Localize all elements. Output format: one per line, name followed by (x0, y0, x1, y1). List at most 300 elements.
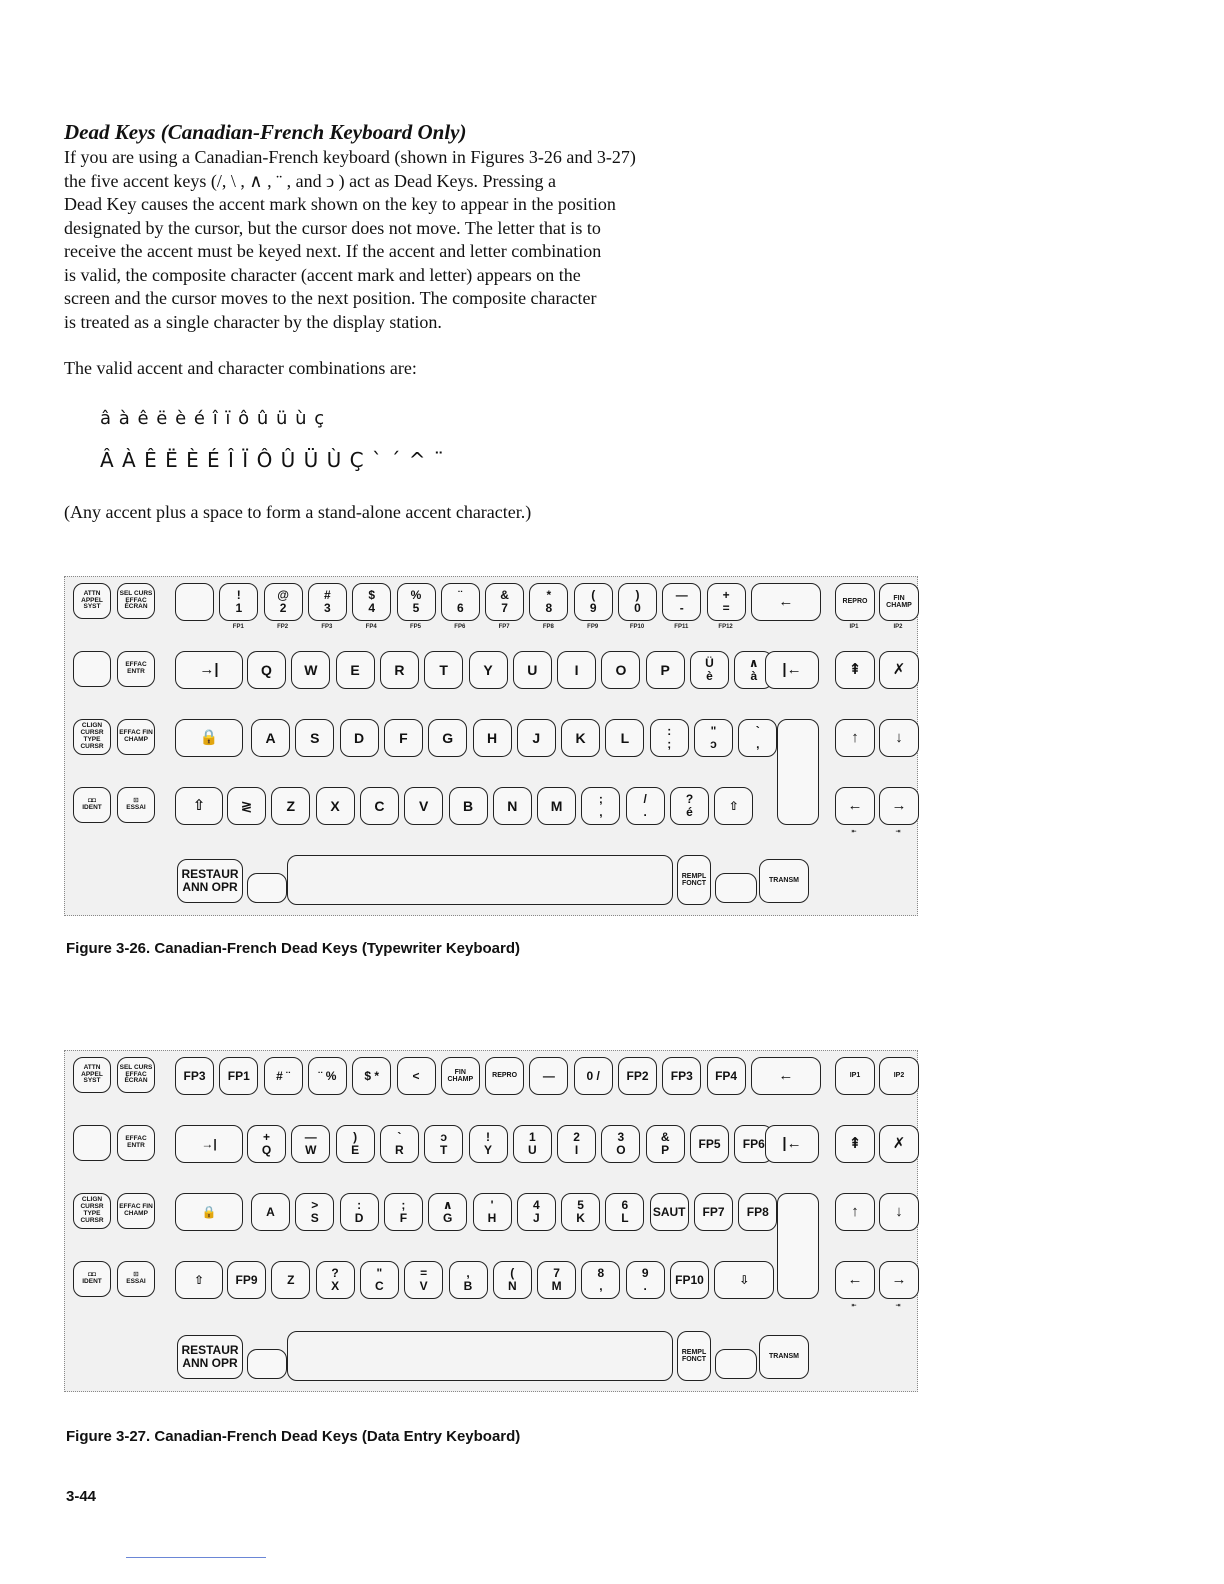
key-bottom-legend: W (305, 1143, 317, 1157)
key-top-legend: SEL CURS (119, 1063, 153, 1071)
key-top-legend: 5 (577, 1198, 584, 1213)
letter-key: U (513, 651, 552, 689)
key-bottom-legend: V (419, 1279, 428, 1293)
blank-key (715, 873, 757, 903)
data-entry-key (449, 1261, 488, 1299)
letter-key: N (493, 787, 532, 825)
blank-key (715, 1349, 757, 1379)
key-top-legend: # (324, 588, 331, 603)
key-top-legend: 8 (597, 1266, 605, 1281)
number-row-key (308, 583, 347, 621)
key-top-legend: ↄ (440, 1130, 448, 1145)
number-row-key (662, 583, 701, 621)
key-top-legend: ∧ (748, 656, 759, 671)
data-entry-key (295, 1193, 334, 1231)
figure-3-27-caption: Figure 3-27. Canadian-French Dead Keys (Data Entry Keyboard) (66, 1428, 521, 1445)
reset-key (177, 859, 243, 903)
key-top-legend: FP8 (746, 1204, 769, 1219)
right-cluster-key: ⇞ (835, 651, 875, 689)
key-top-legend: 3 (617, 1130, 625, 1145)
data-entry-key (517, 1193, 556, 1231)
data-entry-key (247, 1125, 286, 1163)
number-row-key (397, 583, 436, 621)
intro-line: Dead Key causes the accent mark shown on the key to appear in the position (64, 194, 616, 214)
key-bottom-legend: Q (261, 1143, 272, 1157)
intro-line: receive the accent must be keyed next. If the accent and letter combination (64, 241, 602, 261)
arrow-key: ↑ (835, 719, 875, 757)
transmit-key: TRANSM (759, 1335, 809, 1379)
blank-key (247, 1349, 287, 1379)
key-top-legend: % (410, 588, 422, 603)
key-top-legend: ◘◘ (88, 1271, 96, 1279)
letter-key: D (340, 719, 379, 757)
symbol-key (581, 787, 620, 825)
key-bottom-legend: , (599, 805, 603, 819)
reset-key (177, 1335, 243, 1379)
left-function-key (73, 1125, 111, 1161)
data-entry-key (473, 1193, 512, 1231)
key-bottom-legend: EFFAC ENTR (125, 661, 147, 675)
data-entry-key (650, 1193, 689, 1231)
uppercase-combinations: Â À Ê Ë È É Î Ï Ô Û Ü Ù Ç ` ´ ^ ¨ (100, 448, 445, 472)
key-top-legend: CLIGN CURSR (80, 722, 104, 737)
left-function-key (117, 583, 155, 619)
data-entry-key (360, 1261, 399, 1299)
data-entry-key (404, 1261, 443, 1299)
number-row-key (175, 583, 214, 621)
left-function-key (117, 1261, 155, 1297)
data-entry-top-key: < (397, 1057, 436, 1095)
data-entry-top-key: FP4 (707, 1057, 746, 1095)
data-entry-key (291, 1125, 330, 1163)
standalone-note: (Any accent plus a space to form a stand-alone accent character.) (64, 502, 532, 522)
key-front-legend: FP1 (232, 624, 244, 630)
key-front-legend: FP3 (321, 624, 333, 630)
key-front-legend: ⇥ (895, 829, 901, 835)
number-row-key (618, 583, 657, 621)
shift-key: ⇧ (175, 787, 223, 825)
data-entry-key (175, 1193, 243, 1231)
key-bottom-legend: A (266, 1204, 275, 1219)
key-top-legend: FP10 (675, 1272, 704, 1287)
data-entry-key (469, 1125, 508, 1163)
data-entry-key (227, 1261, 266, 1299)
backspace-key: ← (751, 1057, 821, 1095)
key-front-legend: IP2 (893, 624, 903, 630)
key-top-legend: & (660, 1130, 670, 1145)
key-top-legend: = (420, 1266, 428, 1281)
left-function-key (117, 1057, 155, 1093)
number-row-key (529, 583, 568, 621)
key-bottom-legend: K (576, 1211, 585, 1225)
intro-line: If you are using a Canadian-French keyboard (shown in Figures 3-26 and 3-27) (64, 147, 636, 167)
left-function-key (73, 1057, 111, 1093)
footer-rule (126, 1557, 266, 1558)
number-row-key (485, 583, 524, 621)
intro-line: is treated as a single character by the display station. (64, 311, 442, 332)
key-top-legend: Ü (705, 656, 714, 671)
field-replace-key: REMPL FONCT (677, 855, 711, 905)
data-entry-top-key: — (529, 1057, 568, 1095)
key-top-legend: ( (591, 588, 596, 603)
key-bottom-legend: O (616, 1143, 626, 1157)
letter-key: X (316, 787, 355, 825)
key-bottom-legend: E (351, 1143, 360, 1157)
left-function-key (73, 1193, 111, 1229)
key-bottom-legend: H (487, 1211, 497, 1225)
key-front-legend: FP11 (674, 624, 689, 630)
letter-key: S (295, 719, 334, 757)
field-exit-key: |← (765, 1125, 819, 1163)
key-front-legend: FP7 (498, 624, 510, 630)
key-top-legend: 7 (553, 1266, 560, 1281)
key-bottom-legend: X (331, 1279, 340, 1293)
right-cluster-key: ✗ (879, 651, 919, 689)
key-bottom-legend: à (750, 669, 758, 683)
letter-key: L (605, 719, 644, 757)
key-bottom-legend: ESSAI (126, 804, 146, 811)
key-bottom-legend: TYPE CURSR (80, 736, 104, 750)
key-top-legend: ! (236, 588, 241, 603)
key-top-legend: ⊡ (133, 797, 139, 805)
number-row-key (441, 583, 480, 621)
key-bottom-legend: ; (667, 737, 672, 751)
key-bottom-legend: 5 (412, 601, 420, 615)
key-top-legend: FP7 (702, 1204, 725, 1219)
arrow-key: → (879, 787, 919, 825)
key-bottom-legend: ANN OPR (182, 880, 238, 894)
key-top-legend: 1 (528, 1130, 536, 1145)
data-entry-key (738, 1193, 777, 1231)
data-entry-top-key: REPRO (485, 1057, 524, 1095)
key-bottom-legend: 8 (545, 601, 553, 615)
letter-key: R (380, 651, 419, 689)
letter-key: O (601, 651, 640, 689)
key-bottom-legend: L (621, 1211, 629, 1225)
key-bottom-legend: EFFAC ENTR (125, 1135, 147, 1149)
key-top-legend: RESTAUR (181, 1343, 239, 1358)
data-entry-key (316, 1261, 355, 1299)
data-entry-key (340, 1193, 379, 1231)
key-top-legend: ◘◘ (88, 797, 96, 805)
letter-key: T (424, 651, 463, 689)
key-bottom-legend: è (706, 669, 713, 683)
data-entry-key (714, 1261, 774, 1299)
arrow-key: ↓ (879, 719, 919, 757)
data-entry-key (384, 1193, 423, 1231)
letter-key: W (291, 651, 330, 689)
data-entry-top-key: FP3 (175, 1057, 214, 1095)
key-top-legend: ⇩ (739, 1272, 750, 1287)
data-entry-top-key: FP1 (219, 1057, 258, 1095)
key-top-legend: — (675, 588, 688, 603)
data-entry-key (251, 1193, 290, 1231)
right-function-key: IP2 (879, 1057, 919, 1095)
key-bottom-legend: T (440, 1143, 448, 1157)
data-entry-keyboard-figure (64, 1050, 918, 1392)
left-function-key (117, 1125, 155, 1161)
transmit-key: TRANSM (759, 859, 809, 903)
letter-key: G (428, 719, 467, 757)
key-top-legend: ; (598, 792, 603, 807)
key-top-legend: CLIGN CURSR (80, 1196, 104, 1211)
left-function-key (73, 651, 111, 687)
key-front-legend: FP12 (718, 624, 733, 630)
key-front-legend: FP2 (277, 624, 289, 630)
key-front-legend: FP5 (409, 624, 421, 630)
key-top-legend: FP5 (698, 1136, 721, 1151)
key-top-legend: 🔒 (201, 1204, 217, 1219)
arrow-key: ← (835, 1261, 875, 1299)
key-top-legend: $ (368, 588, 376, 603)
key-top-legend: ⊡ (133, 1271, 139, 1279)
data-entry-top-key: ¨ % (308, 1057, 347, 1095)
key-front-legend: ⇤ (851, 829, 857, 835)
key-bottom-legend: D (354, 1211, 364, 1225)
data-entry-key (271, 1261, 310, 1299)
key-bottom-legend: é (686, 805, 693, 819)
key-bottom-legend: , (756, 737, 760, 751)
key-top-legend: SEL CURS (119, 589, 153, 597)
key-top-legend: FP9 (235, 1272, 258, 1287)
field-exit-key: |← (765, 651, 819, 689)
key-bottom-legend: EFFAC ÉCRAN (124, 1070, 148, 1085)
tab-key: →| (175, 651, 243, 689)
letter-key: Z (271, 787, 310, 825)
arrow-key: → (879, 1261, 919, 1299)
accent-dead-key (694, 719, 733, 757)
space-bar (287, 1331, 673, 1381)
right-cluster-key: ✗ (879, 1125, 919, 1163)
key-bottom-legend: 0 (634, 601, 641, 615)
left-function-key (73, 719, 111, 755)
key-top-legend: : (357, 1198, 362, 1213)
key-top-legend: " (376, 1266, 383, 1281)
key-top-legend: ⇧ (193, 1272, 205, 1287)
letter-key: I (557, 651, 596, 689)
typewriter-keyboard-figure (64, 576, 918, 916)
letter-key: E (336, 651, 375, 689)
letter-key: J (517, 719, 556, 757)
backspace-key: ← (751, 583, 821, 621)
letter-key: Q (247, 651, 286, 689)
letter-key: Y (469, 651, 508, 689)
key-top-legend: " (710, 724, 717, 739)
letter-key: B (449, 787, 488, 825)
key-top-legend: ` (755, 724, 760, 739)
key-bottom-legend: = (722, 601, 730, 615)
key-bottom-legend: 4 (368, 601, 376, 615)
data-entry-key (428, 1193, 467, 1231)
data-entry-top-key: $ * (352, 1057, 391, 1095)
key-bottom-legend: APPEL SYST (81, 1070, 103, 1085)
key-front-legend: FP8 (542, 624, 554, 630)
data-entry-top-key: # ¨ (264, 1057, 303, 1095)
key-bottom-legend: 9 (589, 601, 597, 615)
data-entry-key (670, 1261, 709, 1299)
key-bottom-legend: 1 (235, 601, 243, 615)
key-front-legend: FP6 (454, 624, 466, 630)
key-top-legend: ' (490, 1198, 494, 1213)
key-bottom-legend: Z (287, 1272, 295, 1287)
data-entry-key (380, 1125, 419, 1163)
arrow-key: ← (835, 787, 875, 825)
intro-paragraph (64, 146, 724, 334)
right-function-key: REPRO (835, 583, 875, 621)
key-top-legend: — (304, 1130, 317, 1145)
letter-key: V (404, 787, 443, 825)
letter-key: A (251, 719, 290, 757)
key-front-legend: FP10 (629, 624, 645, 630)
key-bottom-legend: U (527, 1143, 537, 1157)
key-top-legend: ATTN (83, 1063, 101, 1071)
key-front-legend: FP4 (365, 624, 377, 630)
accent-dead-key (650, 719, 689, 757)
key-top-legend: > (311, 1198, 319, 1213)
key-bottom-legend: F (399, 1211, 408, 1225)
key-top-legend: 4 (532, 1198, 540, 1213)
key-top-legend: ( (510, 1266, 515, 1281)
data-entry-key (694, 1193, 733, 1231)
accent-dead-key (738, 719, 777, 757)
arrow-key: ↓ (879, 1193, 919, 1231)
key-bottom-legend: I (574, 1143, 579, 1157)
key-top-legend: SAUT (652, 1204, 686, 1219)
key-top-legend: & (500, 588, 509, 603)
letter-key: M (537, 787, 576, 825)
key-bottom-legend: C (375, 1279, 384, 1293)
key-bottom-legend: N (507, 1279, 517, 1293)
letter-key: P (646, 651, 685, 689)
data-entry-key (646, 1125, 685, 1163)
intro-line: screen and the cursor moves to the next position. The composite character (64, 288, 597, 308)
data-entry-key (605, 1193, 644, 1231)
key-bottom-legend: S (310, 1211, 319, 1225)
letter-key: C (360, 787, 399, 825)
key-bottom-legend: 7 (501, 601, 508, 615)
intro-line: the five accent keys (/, \ , ∧ , ¨ , and ↄ ) act as Dead Keys. Pressing a (64, 170, 557, 191)
key-top-legend: RESTAUR (181, 867, 239, 882)
left-function-key (117, 787, 155, 823)
key-front-legend: FP9 (587, 624, 599, 630)
key-top-legend: + (262, 1130, 270, 1145)
data-entry-key (175, 1261, 223, 1299)
right-cluster-key: ⇞ (835, 1125, 875, 1163)
key-bottom-legend: ↄ (710, 737, 717, 751)
left-function-key (73, 1261, 111, 1297)
key-bottom-legend: IDENT (82, 1278, 102, 1285)
letter-key: F (384, 719, 423, 757)
data-entry-key (336, 1125, 375, 1163)
data-entry-key (537, 1261, 576, 1299)
key-top-legend: ) (635, 588, 640, 603)
figure-3-26-caption: Figure 3-26. Canadian-French Dead Keys (Typewriter Keyboard) (66, 940, 521, 957)
key-top-legend: + (722, 588, 730, 603)
letter-key: H (473, 719, 512, 757)
key-bottom-legend: M (551, 1279, 562, 1293)
data-entry-key (175, 1125, 243, 1163)
key-front-legend: ⇥ (895, 1303, 901, 1309)
key-bottom-legend: Y (483, 1143, 492, 1157)
left-function-key (73, 583, 111, 619)
right-function-key: IP1 (835, 1057, 875, 1095)
number-row-key (352, 583, 391, 621)
data-entry-key (581, 1261, 620, 1299)
space-bar (287, 855, 673, 905)
data-entry-top-key: 0 / (574, 1057, 613, 1095)
data-entry-key (493, 1261, 532, 1299)
left-function-key (117, 651, 155, 687)
key-bottom-legend: J (532, 1211, 540, 1225)
field-replace-key: REMPL FONCT (677, 1331, 711, 1381)
data-entry-top-key: FP3 (662, 1057, 701, 1095)
key-top-legend: , (466, 1266, 470, 1281)
number-row-key (574, 583, 613, 621)
data-entry-key (557, 1125, 596, 1163)
key-bottom-legend: P (661, 1143, 670, 1157)
combinations-intro: The valid accent and character combinations are: (64, 358, 417, 378)
key-top-legend: ∧ (442, 1198, 453, 1213)
number-row-key (264, 583, 303, 621)
key-top-legend: FP6 (742, 1136, 765, 1151)
arrow-key: ↑ (835, 1193, 875, 1231)
key-top-legend: : (667, 724, 672, 739)
left-function-key (117, 1193, 155, 1229)
data-entry-key (561, 1193, 600, 1231)
letter-key: ≷ (227, 787, 266, 825)
left-function-key (73, 787, 111, 823)
key-bottom-legend: R (395, 1143, 404, 1157)
key-bottom-legend: APPEL SYST (81, 596, 103, 611)
key-top-legend: 2 (573, 1130, 580, 1145)
key-bottom-legend: ESSAI (126, 1278, 146, 1285)
key-bottom-legend: EFFAC ÉCRAN (124, 596, 148, 611)
data-entry-key (424, 1125, 463, 1163)
data-entry-key (690, 1125, 729, 1163)
enter-key (777, 719, 819, 825)
blank-key (247, 873, 287, 903)
lowercase-combinations: â à ê ë è é î ï ô û ü ù ç (100, 408, 326, 429)
left-function-key (117, 719, 155, 755)
key-top-legend: / (643, 792, 647, 807)
key-top-legend: @ (277, 588, 289, 603)
key-top-legend: ; (401, 1198, 406, 1213)
key-bottom-legend: . (643, 805, 647, 819)
key-top-legend: 9 (641, 1266, 649, 1281)
key-bottom-legend: G (443, 1211, 453, 1225)
key-bottom-legend: - (679, 601, 684, 615)
key-bottom-legend: B (463, 1279, 473, 1293)
key-bottom-legend: 3 (324, 601, 331, 615)
key-bottom-legend: ANN OPR (182, 1356, 238, 1370)
letter-key: K (561, 719, 600, 757)
section-title: Dead Keys (Canadian-French Keyboard Only) (64, 120, 467, 144)
key-top-legend: ! (486, 1130, 490, 1145)
page-number: 3-44 (66, 1488, 97, 1505)
intro-line: is valid, the composite character (accent mark and letter) appears on the (64, 264, 581, 285)
key-bottom-legend: 6 (456, 601, 464, 615)
key-bottom-legend: , (599, 1279, 603, 1293)
key-bottom-legend: TYPE CURSR (80, 1210, 104, 1224)
key-front-legend: IP1 (849, 624, 859, 630)
number-row-key (219, 583, 258, 621)
data-entry-key (626, 1261, 665, 1299)
caps-lock-key: 🔒 (175, 719, 243, 757)
key-top-legend: ATTN (83, 589, 101, 597)
data-entry-top-key: FP2 (618, 1057, 657, 1095)
number-row-key (707, 583, 746, 621)
data-entry-key (601, 1125, 640, 1163)
